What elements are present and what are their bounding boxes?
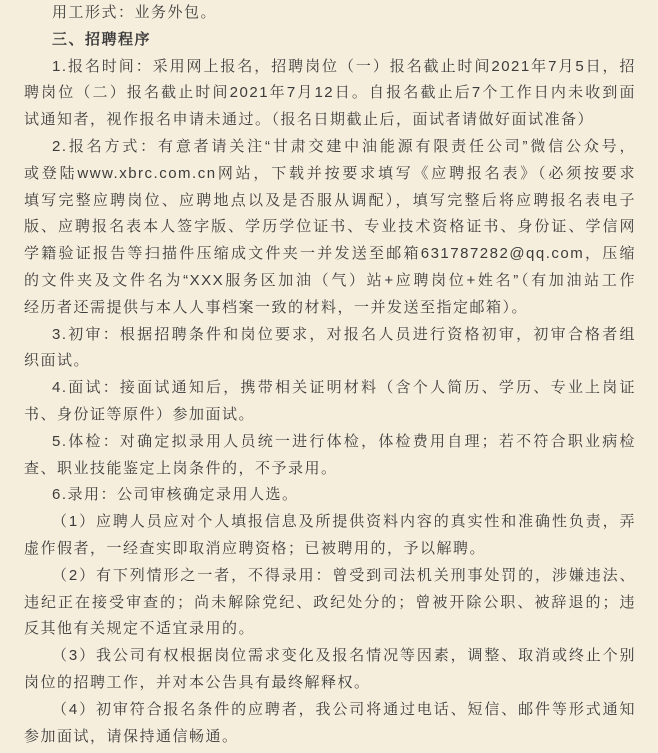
text-line: 5.体检：对确定拟录用人员统一进行体检，体检费用自理；若不符合职业病检 [52, 432, 636, 450]
text-line: 参加面试，请保持通信畅通。 [24, 727, 239, 745]
text-line: 查、职业技能鉴定上岗条件的，不予录用。 [24, 459, 338, 477]
rule-4-interview-notice [24, 697, 636, 751]
text-line: 4.面试：接面试通知后，携带相关证明材料（含个人简历、学历、专业上岗证 [52, 379, 636, 397]
step-registration-time [24, 54, 636, 134]
text-line: 用工形式：业务外包。 [52, 4, 218, 21]
text-line: 经历者还需提供与本人人事档案一致的材料，一并发送至指定邮箱）。 [24, 298, 529, 316]
employment-form [24, 0, 636, 27]
text-line: 试通知者，视作报名申请未通过。（报名日期截止后，面试者请做好面试准备） [24, 111, 595, 129]
text-line: 3.初审：根据招聘条件和岗位要求，对报名人员进行资格初审，初审合格者组 [52, 325, 636, 343]
step-medical-exam [24, 429, 636, 483]
text-line: 1.报名时间：采用网上报名，招聘岗位（一）报名截止时间2021年7月5日，招 [52, 57, 636, 75]
text-line: （2）有下列情形之一者，不得录用：曾受到司法机关刑事处罚的，涉嫌违法、 [52, 566, 636, 584]
step-registration-method [24, 134, 636, 322]
section-heading-text: 三、招聘程序 [52, 30, 152, 48]
text-line: 或登陆www.xbrc.com.cn网站，下载并按要求填写《应聘报名表》（必须按要求 [24, 164, 636, 182]
step-interview [24, 375, 636, 429]
text-line: 的文件夹及文件名为“XXX服务区加油（气）站+应聘岗位+姓名”（有加油站工作 [24, 271, 636, 289]
text-line: 岗位的招聘工作，并对本公告具有最终解释权。 [24, 673, 371, 691]
step-hiring [24, 482, 636, 509]
text-line: 织面试。 [24, 352, 91, 370]
text-line: 6.录用：公司审核确定录用人选。 [52, 486, 299, 504]
text-line: （3）我公司有权根据岗位需求变化及报名情况等因素，调整、取消或终止个别 [52, 647, 636, 665]
text-line: 书、身份证等原件）参加面试。 [24, 405, 256, 423]
text-line: 版、应聘报名表本人签字版、学历学位证书、专业技术资格证书、身份证、学信网 [24, 218, 636, 236]
section-heading [24, 27, 636, 54]
text-line: 填写完整应聘岗位、应聘地点以及是否服从调配），填写完整后将应聘报名表电子 [24, 191, 636, 209]
rule-2-disqualification [24, 563, 636, 643]
text-line: 反其他有关规定不适宜录用的。 [24, 620, 256, 638]
text-line: 2.报名方式：有意者请关注“甘肃交建中油能源有限责任公司”微信公众号， [52, 137, 636, 155]
rule-3-final-interpretation [24, 643, 636, 697]
text-line: 学籍验证报告等扫描件压缩成文件夹一并发送至邮箱631787282@qq.com，压缩 [24, 245, 636, 263]
text-line: 聘岗位（二）报名截止时间2021年7月12日。自报名截止后7个工作日内未收到面 [24, 84, 636, 102]
text-line: （4）初审符合报名条件的应聘者，我公司将通过电话、短信、邮件等形式通知 [52, 700, 636, 718]
text-line: 违纪正在接受审查的；尚未解除党纪、政纪处分的；曾被开除公职、被辞退的；违 [24, 593, 636, 611]
rule-1-information-authenticity [24, 509, 636, 563]
text-line: （1）应聘人员应对个人填报信息及所提供资料内容的真实性和准确性负责，弄 [52, 513, 636, 531]
step-preliminary-review [24, 322, 636, 376]
text-line: 虚作假者，一经查实即取消应聘资格；已被聘用的，予以解聘。 [24, 539, 487, 557]
